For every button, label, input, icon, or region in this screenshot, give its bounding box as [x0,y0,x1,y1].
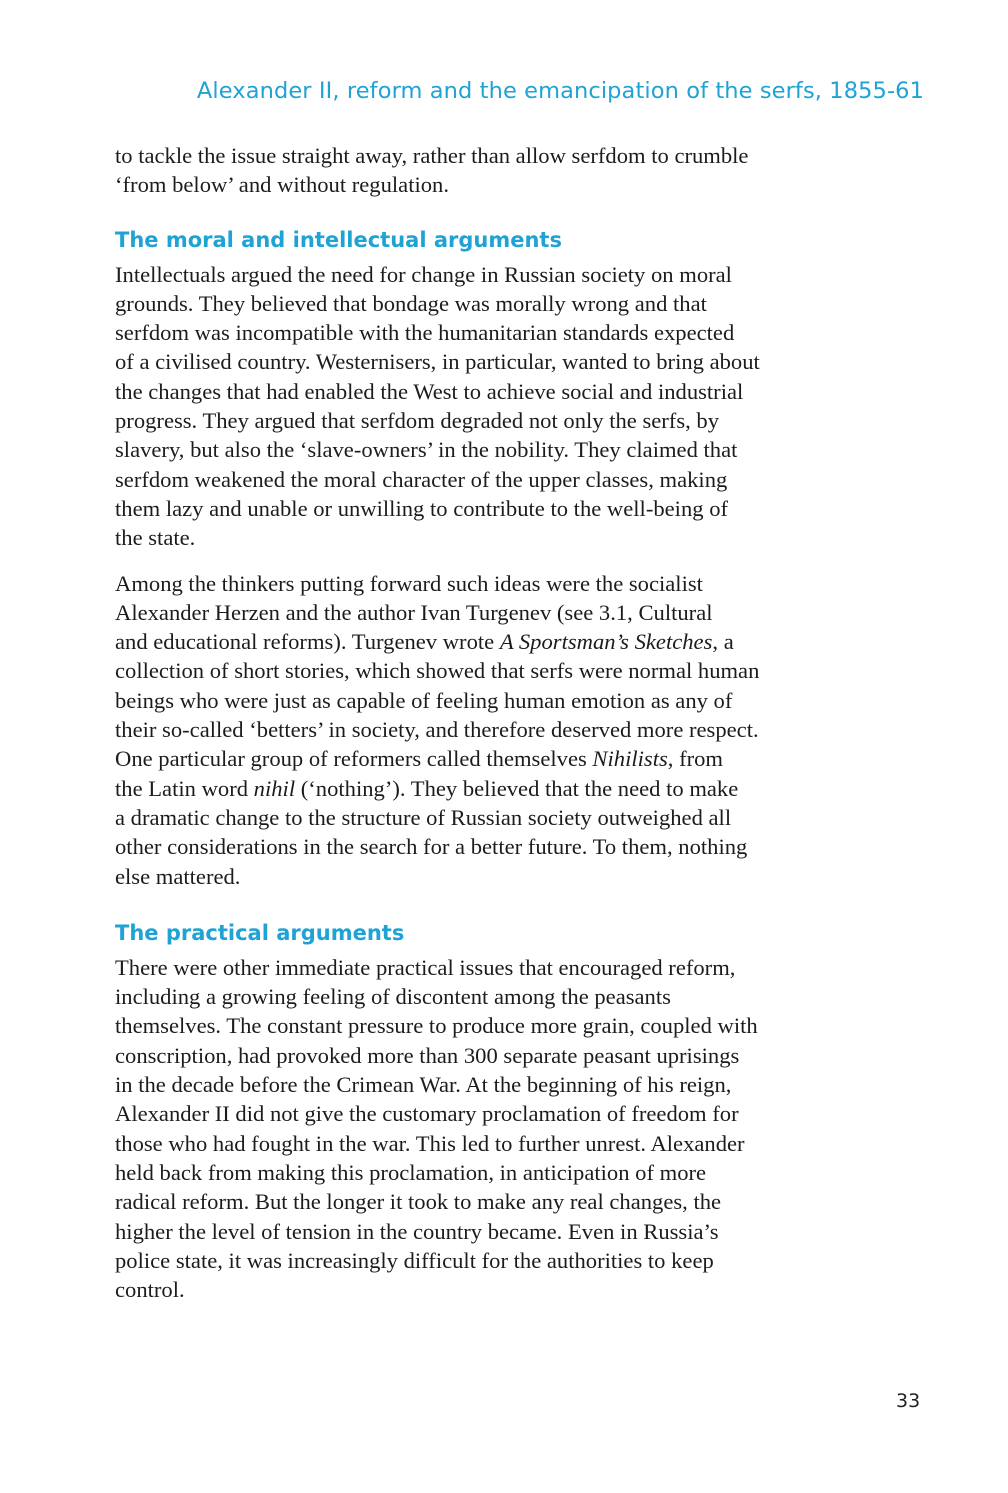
term-italic: Nihilists [592,746,668,772]
running-header-title: Alexander II, reform and the emancipation of the serfs, 1855-61 [196,78,924,104]
section-moral-intellectual-arguments [115,226,825,891]
paragraph-text: , from the Latin word [115,746,723,801]
paragraph: Intellectuals argued the need for change in Russian society on moral grounds. They believed that bondage was morally wrong and that serfdom was incompatible with the humanitarian standards expected of a civilised country. Westernisers, in particular, wanted to bring about the changes that had enabled the West to achieve social and industrial progress. They argued that serfdom degraded not only the serfs, by slavery, but also the ‘slave-owners’ in the nobility. They claimed that serfdom weakened the moral character of the upper classes, making them lazy and unable or unwilling to contribute to the well-being of the state. [115,261,760,551]
intro-paragraph: to tackle the issue straight away, rather than allow serfdom to crumble ‘from below’ and without regulation. [115,143,749,198]
section-heading: The practical arguments [115,920,405,945]
paragraph-text: , a collection of short stories, which showed that serfs were normal human beings who were just as capable of feeling human emotion as any of their so-called ‘betters’ in society, and therefore deserved more respect. One particular group of reformers called themselves [115,629,760,772]
paragraph: There were other immediate practical issues that encouraged reform, including a growing feeling of discontent among the peasants themselves. The constant pressure to produce more grain, coupled with conscription, had provoked more than 300 separate peasant uprisings in the decade before the Crimean War. At the beginning of his reign, Alexander II did not give the customary proclamation of freedom for those who had fought in the war. This led to further unrest. Alexander held back from making this proclamation, in anticipation of more radical reform. But the longer it took to make any real changes, the higher the level of tension in the country became. Even in Russia’s police state, it was increasingly difficult for the authorities to keep control. [115,954,758,1303]
page-number: 33 [896,1390,921,1412]
page-body [115,141,825,1304]
paragraph [115,569,825,891]
paragraph-text: Among the thinkers putting forward such ideas were the socialist Alexander Herzen and the author Ivan Turgenev (see 3.1, Cultural and educational reforms). Turgenev wrote [115,570,713,655]
book-title-italic: A Sportsman’s Sketches [499,629,713,655]
paragraph-text: (‘nothing’). They believed that the need to make a dramatic change to the structure of Russian society outweighed all other considerations in the search for a better future. To them, nothing else mattered. [115,775,748,889]
section-practical-arguments [115,919,825,1305]
latin-word-italic: nihil [253,775,296,801]
section-heading: The moral and intellectual arguments [115,227,562,252]
